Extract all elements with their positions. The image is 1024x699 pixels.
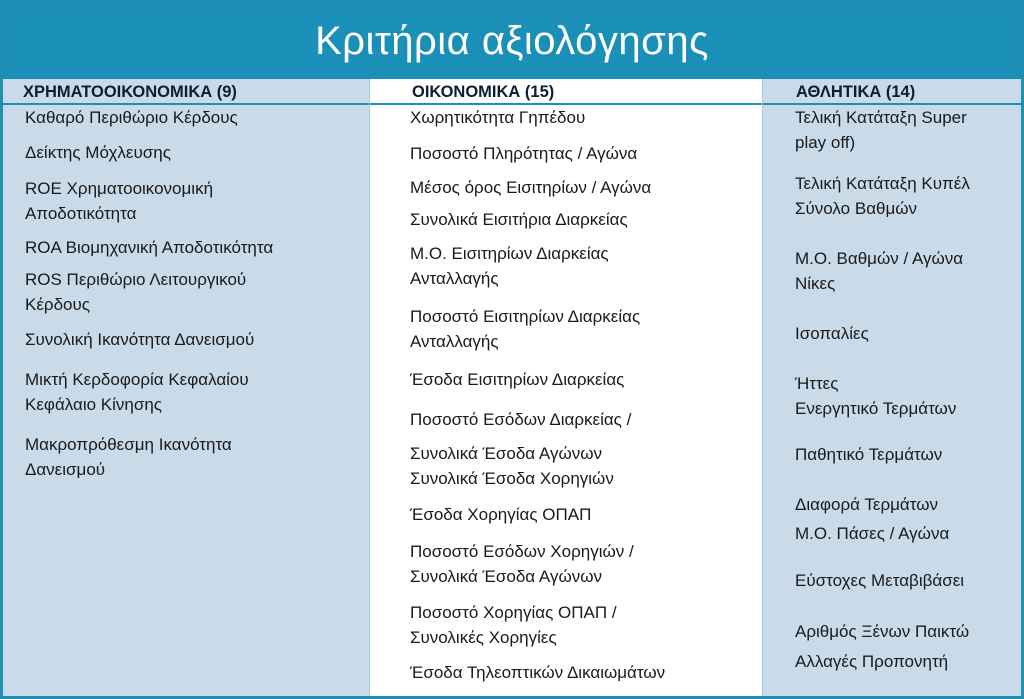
list-item: Εύστοχες Μεταβιβάσει <box>795 571 965 590</box>
column-economic <box>369 79 763 696</box>
list-item: Χωρητικότητα Γηπέδου <box>410 108 586 127</box>
list-item: Ενεργητικό Τερμάτων <box>795 399 957 418</box>
list-item: Έσοδα Τηλεοπτικών Δικαιωμάτων <box>410 663 666 682</box>
column-header: ΑΘΛΗΤΙΚΑ (14) <box>763 81 1021 105</box>
list-item: Συνολικά Έσοδα Αγώνων <box>410 567 602 586</box>
list-item: Ποσοστό Εισιτηρίων Διαρκείας <box>410 307 641 326</box>
list-item: Ισοπαλίες <box>795 324 869 343</box>
list-item: Συνολικά Έσοδα Χορηγιών <box>410 469 614 488</box>
list-item: Σύνολο Βαθμών <box>795 199 918 218</box>
list-item: Τελική Κατάταξη Super <box>795 108 967 127</box>
list-item: Κέρδους <box>25 295 90 314</box>
list-item: Μ.Ο. Πάσες / Αγώνα <box>795 524 950 543</box>
table-title: Κριτήρια αξιολόγησης <box>315 18 709 63</box>
list-item: Διαφορά Τερμάτων <box>795 495 938 514</box>
list-item: Ποσοστό Εσόδων Χορηγιών / <box>410 542 634 561</box>
list-item: Μέσος όρος Εισιτηρίων / Αγώνα <box>410 178 652 197</box>
list-item: Ανταλλαγής <box>410 332 499 351</box>
list-item: Αλλαγές Προπονητή <box>795 652 949 671</box>
list-item: Έσοδα Εισιτηρίων Διαρκείας <box>410 370 625 389</box>
column-header: ΟΙΚΟΝΟΜΙΚΑ (15) <box>370 81 762 105</box>
list-item: Τελική Κατάταξη Κυπέλ <box>795 174 970 193</box>
list-item: Ποσοστό Εσόδων Διαρκείας / <box>410 410 632 429</box>
list-item: Μακροπρόθεσμη Ικανότητα <box>25 435 232 454</box>
list-item: Αποδοτικότητα <box>25 204 137 223</box>
list-item: ROS Περιθώριο Λειτουργικού <box>25 270 247 289</box>
list-item: Κεφάλαιο Κίνησης <box>25 395 163 414</box>
list-item: Συνολικά Εισιτήρια Διαρκείας <box>410 210 628 229</box>
list-item: play off) <box>795 133 856 152</box>
list-item: Μ.Ο. Βαθμών / Αγώνα <box>795 249 964 268</box>
list-item: Μικτή Κερδοφορία Κεφαλαίου <box>25 370 249 389</box>
list-item: Ήττες <box>795 374 839 393</box>
list-item: Συνολική Ικανότητα Δανεισμού <box>25 330 255 349</box>
list-item: Δείκτης Μόχλευσης <box>25 143 171 162</box>
list-item: Νίκες <box>795 274 836 293</box>
column-sports <box>763 79 1021 696</box>
list-item: Ποσοστό Χορηγίας ΟΠΑΠ / <box>410 603 617 622</box>
list-item: Έσοδα Χορηγίας ΟΠΑΠ <box>410 505 592 524</box>
list-item: ROE Χρηματοοικονομική <box>25 179 214 198</box>
list-item: Συνολικά Έσοδα Αγώνων <box>410 444 602 463</box>
list-item: Συνολικές Χορηγίες <box>410 628 557 647</box>
list-item: ROA Βιομηχανική Αποδοτικότητα <box>25 238 274 257</box>
title-bar <box>3 3 1021 79</box>
list-item: Καθαρό Περιθώριο Κέρδους <box>25 108 238 127</box>
list-item: Ανταλλαγής <box>410 269 499 288</box>
list-item: Ποσοστό Πληρότητας / Αγώνα <box>410 144 638 163</box>
column-header: ΧΡΗΜΑΤΟΟΙΚΟΝΟΜΙΚΑ (9) <box>3 81 369 105</box>
list-item: Μ.Ο. Εισιτηρίων Διαρκείας <box>410 244 609 263</box>
list-item: Παθητικό Τερμάτων <box>795 445 943 464</box>
list-item: Δανεισμού <box>25 460 106 479</box>
column-financial <box>3 79 369 696</box>
list-item: Αριθμός Ξένων Παικτώ <box>795 622 970 641</box>
